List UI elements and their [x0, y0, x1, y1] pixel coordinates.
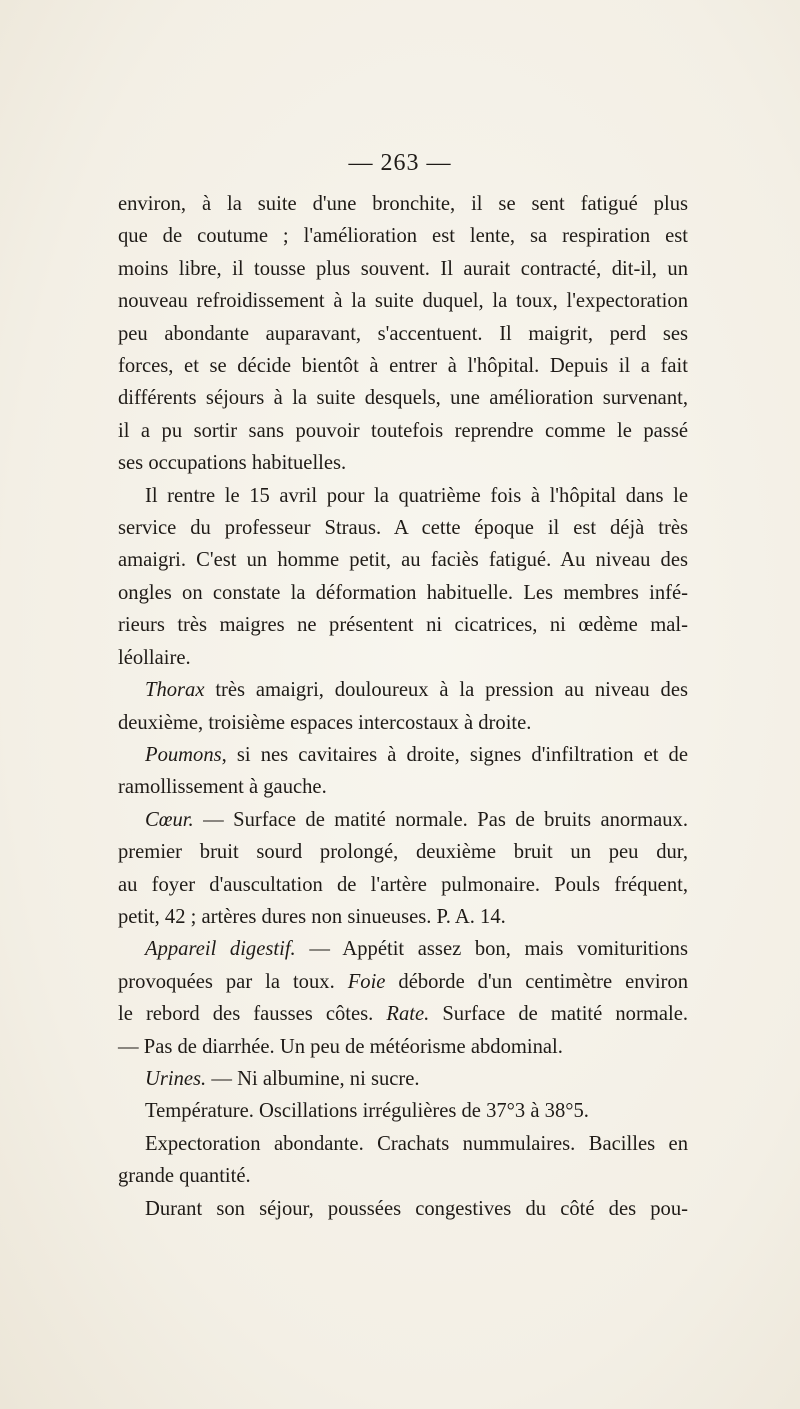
italic-heading: Appareil digestif.: [145, 938, 296, 961]
text-line: [118, 415, 688, 447]
line-text: ses occupations habituelles.: [118, 452, 347, 475]
text-line: [118, 253, 688, 285]
italic-heading: Rate.: [386, 1003, 430, 1026]
line-text: petit, 42 ; artères dures non sinueuses. P. A. 14.: [118, 905, 506, 928]
italic-heading: Poumons: [145, 743, 222, 766]
line-text: différents séjours à la suite desquels, une amélioration survenant,: [118, 387, 688, 410]
line-text: forces, et se décide bientôt à entrer à l'hôpital. Depuis il a fait: [118, 355, 688, 378]
text-line: [118, 642, 688, 674]
text-line: [118, 1160, 688, 1192]
text-line: [118, 512, 688, 544]
text-line: [118, 382, 688, 414]
text-line: [118, 901, 688, 933]
line-text: Il rentre le 15 avril pour la quatrième fois à l'hôpital dans le: [145, 484, 688, 507]
line-text: Surface de matité normale.: [429, 1003, 688, 1026]
text-line: [118, 1031, 688, 1063]
text-line: [118, 1128, 688, 1160]
text-line: [118, 836, 688, 868]
text-line: [118, 285, 688, 317]
line-text: grande quantité.: [118, 1165, 251, 1188]
text-line: [118, 1095, 688, 1127]
line-text: nouveau refroidissement à la suite duquel, la toux, l'expectoration: [118, 290, 688, 313]
text-line: [118, 350, 688, 382]
text-line: [118, 1063, 688, 1095]
line-text: déborde d'un centimètre environ: [385, 970, 688, 993]
line-text: service du professeur Straus. A cette époque il est déjà très: [118, 517, 688, 540]
line-text: environ, à la suite d'une bronchite, il se sent fatigué plus: [118, 193, 688, 215]
italic-heading: Cœur.: [145, 808, 194, 831]
line-text: très amaigri, douloureux à la pression au niveau des: [204, 679, 688, 702]
text-line: [118, 220, 688, 252]
text-line: [118, 771, 688, 803]
line-text: premier bruit sourd prolongé, deuxième bruit un peu dur,: [118, 841, 688, 864]
text-line: [118, 674, 688, 706]
line-text: — Surface de matité normale. Pas de bruits anormaux.: [193, 808, 688, 831]
text-line: [118, 707, 688, 739]
line-text: Durant son séjour, poussées congestives du côté des pou-: [145, 1197, 688, 1220]
line-text: ramollissement à gauche.: [118, 776, 327, 799]
line-text: peu abondante auparavant, s'accentuent. Il maigrit, perd ses: [118, 322, 688, 345]
line-text: — Pas de diarrhée. Un peu de météorisme abdominal.: [118, 1035, 563, 1058]
text-line: [118, 998, 688, 1030]
text-line: [118, 480, 688, 512]
italic-heading: Foie: [347, 970, 386, 993]
text-line: [118, 577, 688, 609]
line-text: Expectoration abondante. Crachats nummulaires. Bacilles en: [145, 1132, 688, 1155]
line-text: , si nes cavitaires à droite, signes d'infiltration et de: [221, 743, 688, 766]
text-line: [118, 447, 688, 479]
text-line: [118, 933, 688, 965]
line-text: au foyer d'auscultation de l'artère pulmonaire. Pouls fréquent,: [118, 873, 688, 896]
line-text: il a pu sortir sans pouvoir toutefois reprendre comme le passé: [118, 419, 688, 442]
text-line: [118, 966, 688, 998]
line-text: léollaire.: [118, 646, 191, 669]
line-text: rieurs très maigres ne présentent ni cicatrices, ni œdème mal-: [118, 614, 688, 637]
text-line: [118, 869, 688, 901]
line-text: Température. Oscillations irrégulières de 37°3 à 38°5.: [145, 1100, 589, 1123]
text-line: [118, 318, 688, 350]
italic-heading: Urines.: [145, 1067, 207, 1090]
line-text: deuxième, troisième espaces intercostaux à droite.: [118, 711, 532, 734]
text-line: [118, 804, 688, 836]
line-text: le rebord des fausses côtes.: [118, 1003, 387, 1026]
line-text: ongles on constate la déformation habituelle. Les membres infé-: [118, 581, 688, 604]
body-text: [118, 188, 688, 1225]
line-text: que de coutume ; l'amélioration est lente, sa respiration est: [118, 225, 688, 248]
line-text: — Appétit assez bon, mais vomituritions: [295, 938, 688, 961]
text-line: [118, 1193, 688, 1225]
text-line: [118, 188, 688, 220]
page-number: — 263 —: [348, 150, 452, 176]
italic-heading: Thorax: [145, 679, 205, 702]
text-line: [118, 609, 688, 641]
text-line: [118, 739, 688, 771]
line-text: moins libre, il tousse plus souvent. Il aurait contracté, dit-il, un: [118, 257, 688, 280]
line-text: provoquées par la toux.: [118, 970, 348, 993]
text-line: [118, 544, 688, 576]
line-text: — Ni albumine, ni sucre.: [206, 1067, 420, 1090]
line-text: amaigri. C'est un homme petit, au faciès fatigué. Au niveau des: [118, 549, 688, 572]
